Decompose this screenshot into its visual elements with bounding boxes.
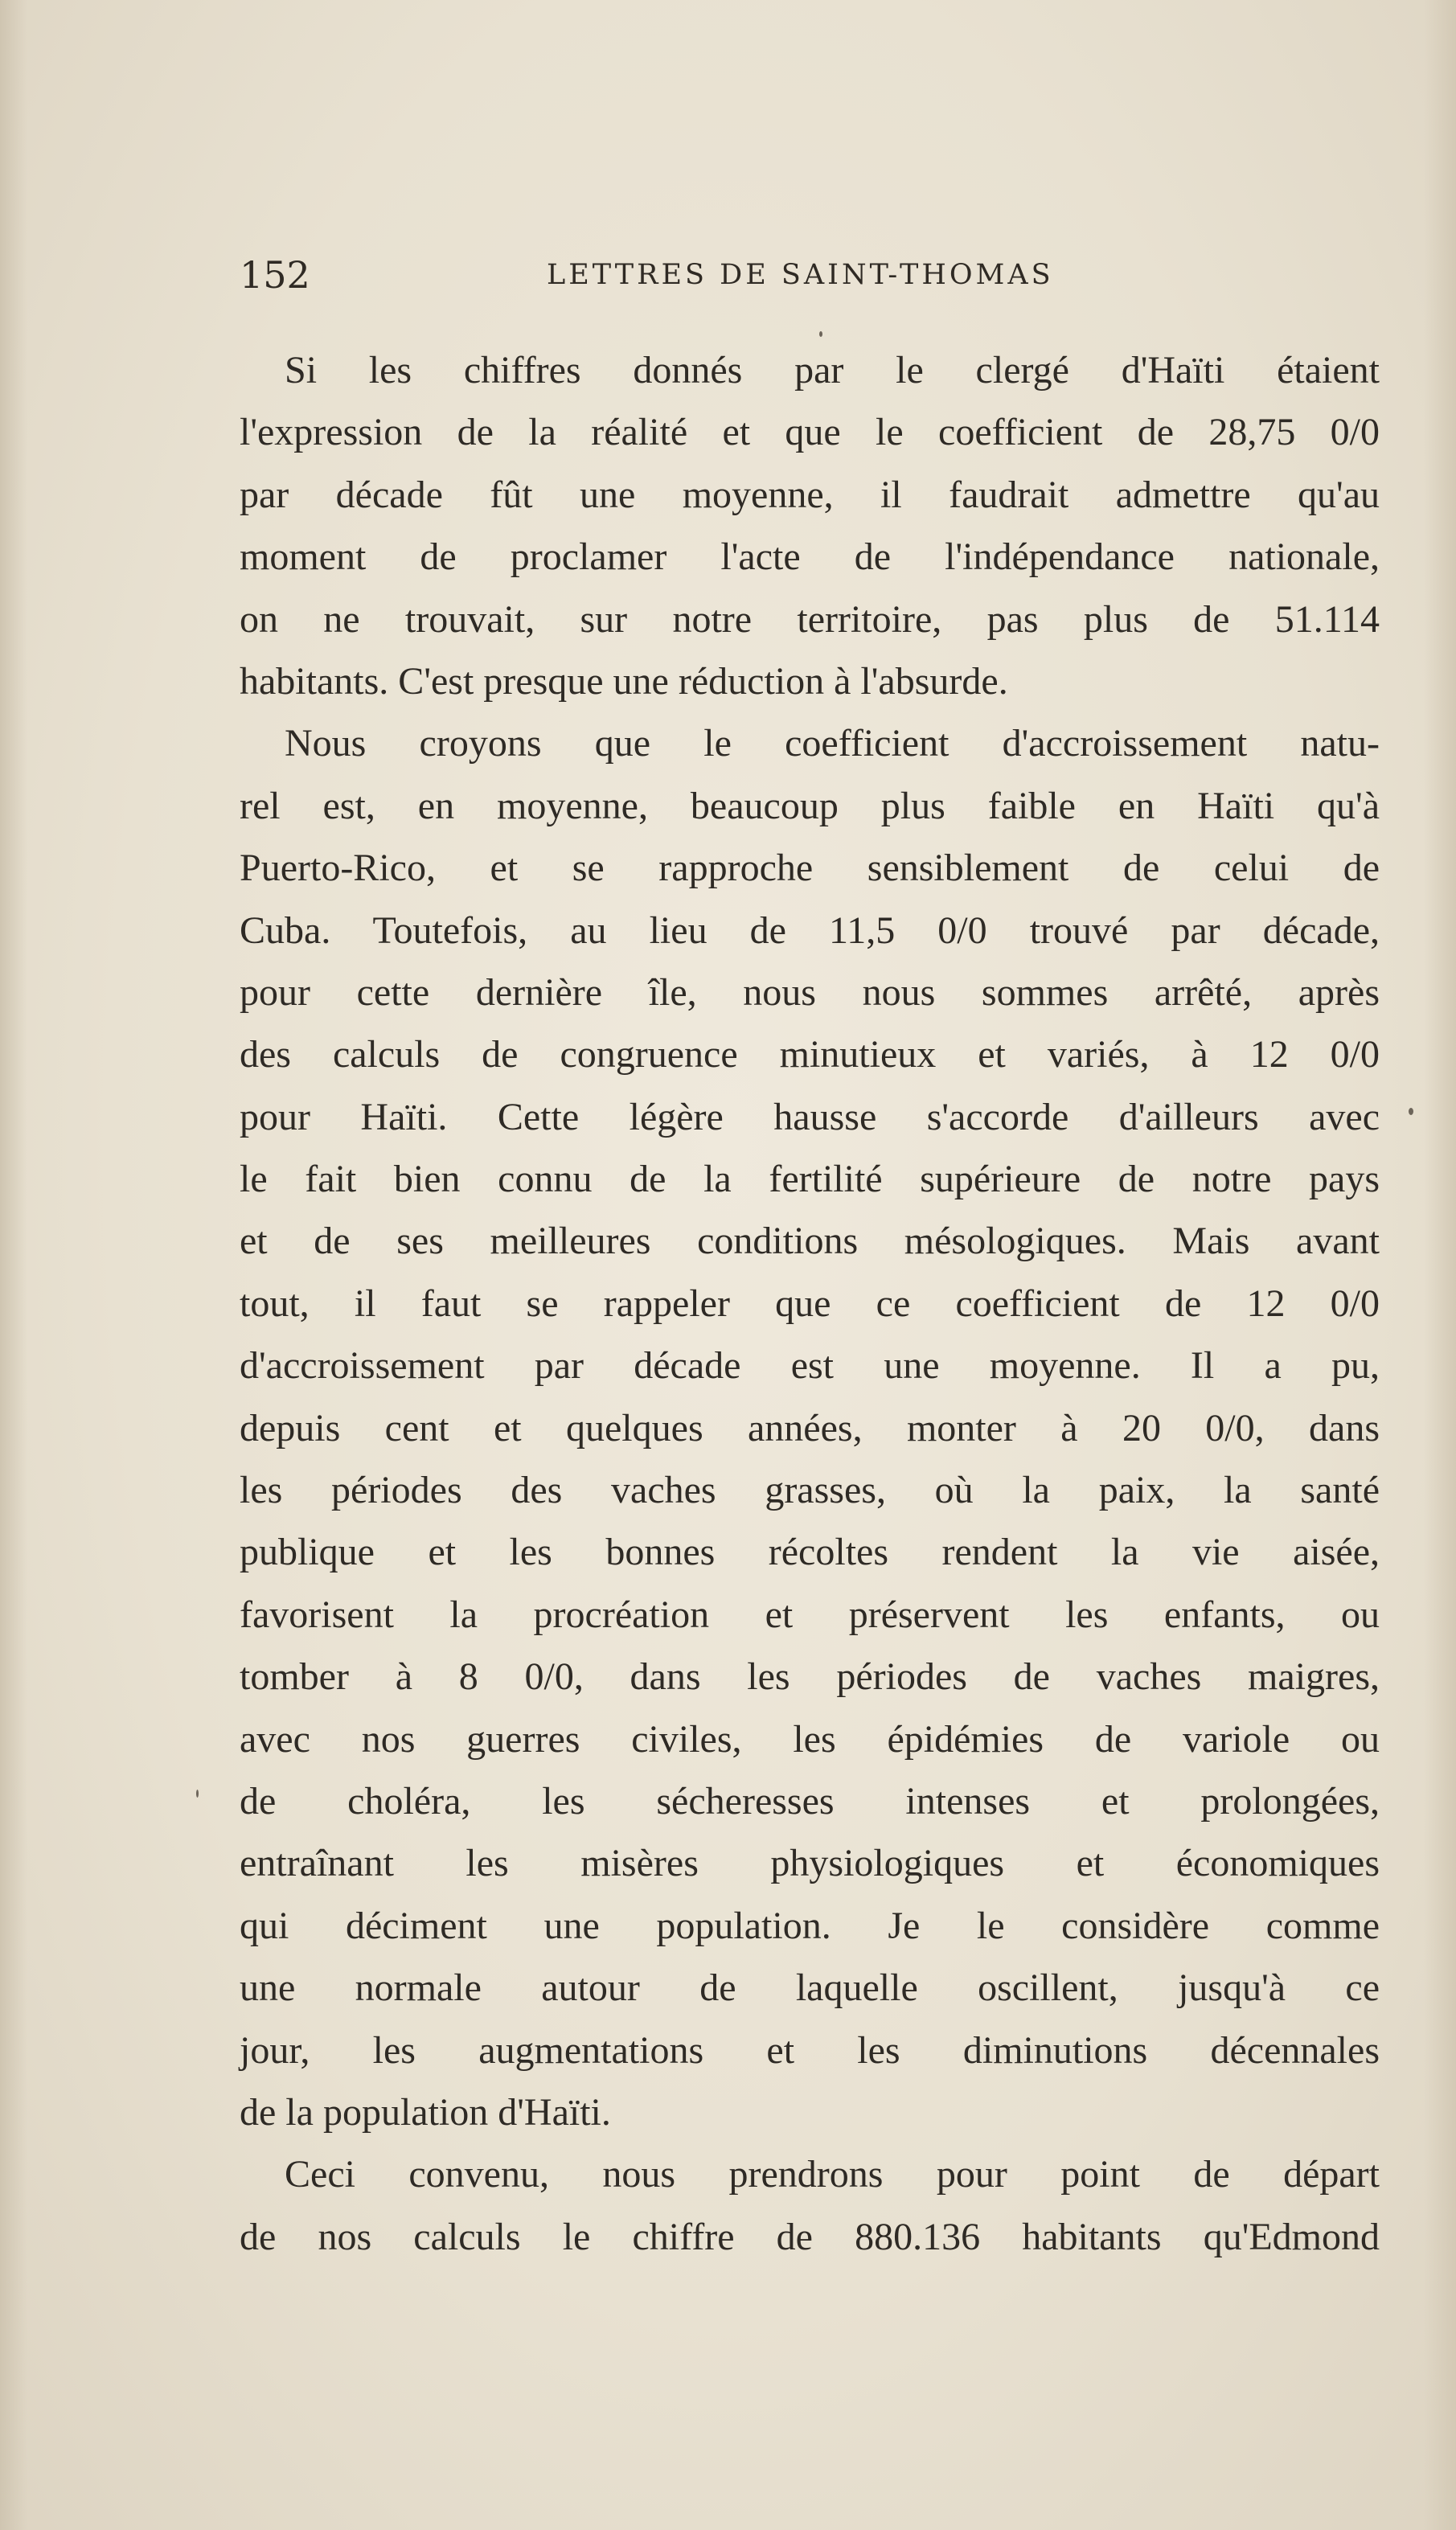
body-text — [240, 339, 1380, 2268]
text-line: de choléra, les sécheresses intenses et prolongées, — [240, 1779, 1380, 1823]
text-line: on ne trouvait, sur notre territoire, pas plus de 51.114 — [240, 597, 1380, 641]
text-line: entraînant les misères physiologiques et économiques — [240, 1842, 1380, 1885]
text-line: par décade fût une moyenne, il faudrait admettre qu'au — [240, 473, 1380, 516]
text-line: l'expression de la réalité et que le coefficient de 28,75 0/0 — [240, 411, 1380, 454]
running-header — [240, 251, 1380, 299]
text-line: qui déciment une population. Je le considère comme — [240, 1904, 1380, 1947]
text-line: de nos calculs le chiffre de 880.136 habitants qu'Edmond — [240, 2215, 1380, 2258]
text-line: d'accroissement par décade est une moyenne. Il a pu, — [240, 1344, 1380, 1388]
paragraph-3 — [240, 2143, 1380, 2268]
text-line: publique et les bonnes récoltes rendent la vie aisée, — [240, 1531, 1380, 1574]
running-title: LETTRES DE SAINT-THOMAS — [547, 259, 1054, 291]
text-line: Ceci convenu, nous prendrons pour point de départ — [285, 2153, 1380, 2196]
print-speck — [819, 331, 822, 337]
text-line: moment de proclamer l'acte de l'indépendance nationale, — [240, 535, 1380, 579]
text-line: rel est, en moyenne, beaucoup plus faible en Haïti qu'à — [240, 784, 1380, 827]
print-speck — [196, 1790, 199, 1798]
text-line: une normale autour de laquelle oscillent, jusqu'à ce — [240, 1966, 1380, 2010]
paragraph-1 — [240, 339, 1380, 712]
text-line: Puerto-Rico, et se rapproche sensiblement de celui de — [240, 847, 1380, 890]
text-line: Cuba. Toutefois, au lieu de 11,5 0/0 trouvé par décade, — [240, 908, 1380, 952]
text-line: Si les chiffres donnés par le clergé d'Haïti étaient — [285, 349, 1380, 392]
text-line: jour, les augmentations et les diminutions décennales — [240, 2028, 1380, 2072]
text-line: favorisent la procréation et préservent les enfants, ou — [240, 1593, 1380, 1636]
text-line: depuis cent et quelques années, monter à 20 0/0, dans — [240, 1406, 1380, 1450]
text-line: pour cette dernière île, nous nous sommes arrêté, après — [240, 970, 1380, 1014]
text-line: habitants. C'est presque une réduction à l'absurde. — [240, 659, 1008, 703]
text-line: de la population d'Haïti. — [240, 2090, 611, 2134]
text-line: avec nos guerres civiles, les épidémies de variole ou — [240, 1717, 1380, 1761]
text-line: le fait bien connu de la fertilité supérieure de notre pays — [240, 1158, 1380, 1201]
page-left-shadow — [0, 0, 27, 2530]
text-line: et de ses meilleures conditions mésologiques. Mais avant — [240, 1220, 1380, 1263]
text-line: Nous croyons que le coefficient d'accroissement natu- — [285, 722, 1380, 765]
text-line: les périodes des vaches grasses, où la paix, la santé — [240, 1469, 1380, 1512]
page-right-shadow — [1424, 0, 1456, 2530]
text-line: pour Haïti. Cette légère hausse s'accorde d'ailleurs avec — [240, 1095, 1380, 1138]
text-line: tout, il faut se rappeler que ce coefficient de 12 0/0 — [240, 1281, 1380, 1325]
print-speck — [1409, 1108, 1413, 1115]
page-number: 152 — [240, 253, 310, 297]
paragraph-2 — [240, 712, 1380, 2143]
text-line: tomber à 8 0/0, dans les périodes de vaches maigres, — [240, 1655, 1380, 1699]
text-line: des calculs de congruence minutieux et variés, à 12 0/0 — [240, 1033, 1380, 1076]
